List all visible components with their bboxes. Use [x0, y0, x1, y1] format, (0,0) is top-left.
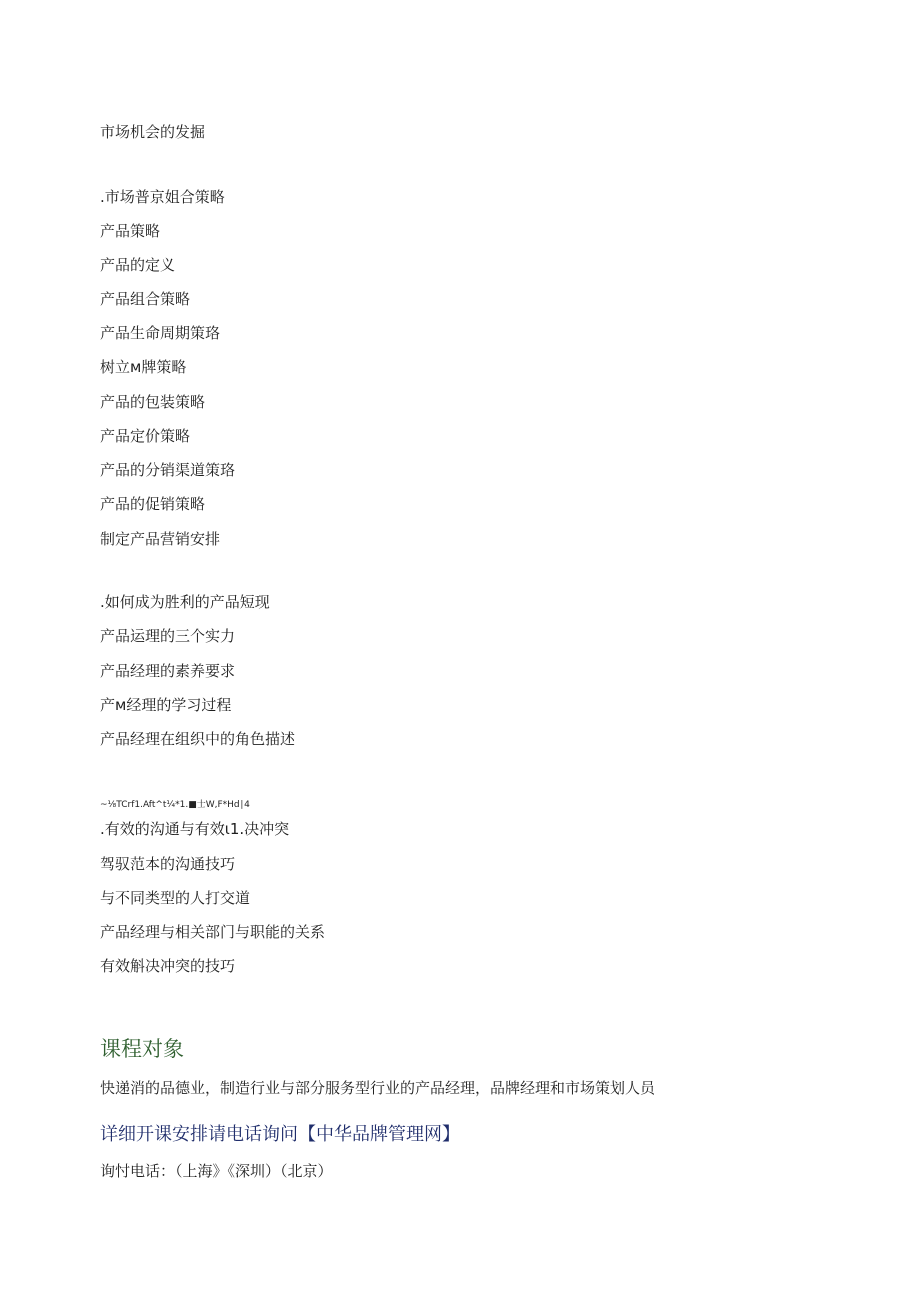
section1-item: 产品策略: [100, 222, 161, 240]
outline-title: 市场机会的发掘: [100, 123, 206, 141]
section2-item: 产品经理在组织中的角色描述: [100, 730, 296, 748]
section2-item: 产品经理的素养要求: [100, 662, 236, 680]
contact-phone-line: 询忖电话：（上海》《深圳）（北京）: [100, 1162, 333, 1180]
section1-item: 产品的包装策略: [100, 393, 206, 411]
section3-heading: .有效的沟通与有效ι1.决冲突: [100, 820, 290, 838]
section3-item: 产品经理与相关部门与职能的关系: [100, 923, 326, 941]
contact-heading: 详细开课安排请电话询问【中华品牌管理网】: [100, 1124, 460, 1145]
section1-item: 产品的促销策略: [100, 495, 206, 513]
section1-item: 产品的定义: [100, 256, 176, 274]
section1-item: 制定产品营销安排: [100, 530, 221, 548]
section1-item: 树立м牌策略: [100, 358, 187, 376]
section1-item: 产品的分销渠道策珞: [100, 461, 236, 479]
garbled-text-line: ~⅛TCrf1.Aft^t¼*1.■士W,F*Hd∣4: [100, 800, 250, 810]
section2-item: 产品运理的三个实力: [100, 627, 236, 645]
section1-item: 产品定价策略: [100, 427, 191, 445]
course-target-text: 快递消的品德业，制造行业与部分服务型行业的产品经理，品牌经理和市场策划人员: [100, 1079, 656, 1097]
section1-item: 产品生命周期策珞: [100, 324, 221, 342]
section2-item: 产м经理的学习过程: [100, 696, 232, 714]
course-target-heading: 课程对象: [100, 1037, 184, 1061]
section1-item: 产品组合策略: [100, 290, 191, 308]
section3-item: 驾驭范本的沟通技巧: [100, 855, 236, 873]
section1-heading: .市场普京姐合策略: [100, 188, 225, 206]
section3-item: 与不同类型的人打交道: [100, 889, 251, 907]
section2-heading: .如何成为胜利的产品短现: [100, 593, 270, 611]
section3-item: 有效斛决冲突的技巧: [100, 957, 236, 975]
